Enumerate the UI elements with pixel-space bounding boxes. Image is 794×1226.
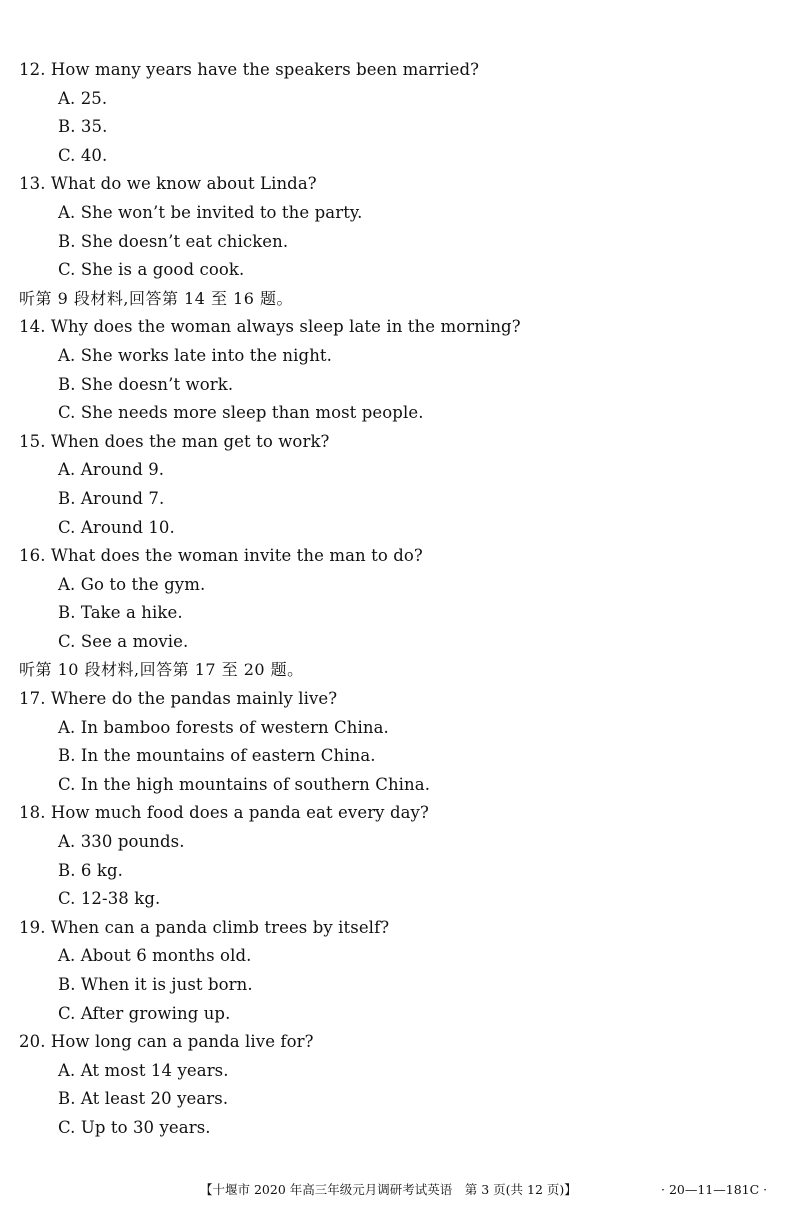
- question-stem: 19. When can a panda climb trees by itself?: [19, 917, 390, 937]
- answer-option: B. 35.: [58, 117, 108, 137]
- answer-option: A. About 6 months old.: [58, 946, 252, 966]
- answer-option: B. When it is just born.: [58, 975, 253, 994]
- answer-option: C. After growing up.: [58, 1003, 231, 1023]
- answer-option: B. 6 kg.: [58, 860, 123, 880]
- answer-option: C. She is a good cook.: [58, 260, 245, 280]
- question-stem: 12. How many years have the speakers been married?: [19, 60, 480, 79]
- answer-option: A. In bamboo forests of western China.: [58, 717, 389, 737]
- answer-option: A. At most 14 years.: [58, 1060, 229, 1080]
- question-stem: 16. What does the woman invite the man to do?: [19, 546, 423, 566]
- question-list: [19, 56, 779, 1143]
- footer-code: · 20—11—181C ·: [661, 1182, 768, 1197]
- answer-option: B. In the mountains of eastern China.: [58, 746, 376, 766]
- answer-option: C. Around 10.: [58, 517, 175, 537]
- answer-option: A. 330 pounds.: [58, 832, 185, 852]
- footer-page-info: 【十堰市 2020 年高三年级元月调研考试英语 第 3 页(共 12 页)】: [200, 1182, 577, 1197]
- section-instruction: 听第 9 段材料,回答第 14 至 16 题。: [19, 288, 294, 308]
- question-stem: 17. Where do the pandas mainly live?: [19, 689, 338, 709]
- answer-option: A. Around 9.: [58, 460, 165, 480]
- answer-option: A. Go to the gym.: [58, 574, 206, 594]
- section-instruction: 听第 10 段材料,回答第 17 至 20 题。: [19, 660, 304, 680]
- answer-option: B. Take a hike.: [58, 603, 183, 623]
- answer-option: C. In the high mountains of southern China.: [58, 774, 431, 794]
- answer-option: B. She doesn’t eat chicken.: [58, 231, 289, 251]
- question-stem: 18. How much food does a panda eat every day?: [19, 803, 429, 823]
- answer-option: A. She won’t be invited to the party.: [58, 202, 363, 222]
- answer-option: B. She doesn’t work.: [58, 374, 234, 394]
- question-stem: 15. When does the man get to work?: [19, 431, 330, 451]
- answer-option: C. 12-38 kg.: [58, 889, 161, 909]
- answer-option: A. 25.: [58, 88, 108, 108]
- answer-option: C. Up to 30 years.: [58, 1117, 211, 1137]
- answer-option: C. 40.: [58, 145, 108, 165]
- answer-option: A. She works late into the night.: [58, 345, 333, 365]
- page-footer: [0, 1179, 794, 1201]
- answer-option: C. See a movie.: [58, 631, 189, 651]
- question-stem: 13. What do we know about Linda?: [19, 174, 317, 194]
- answer-option: B. At least 20 years.: [58, 1089, 229, 1109]
- answer-option: B. Around 7.: [58, 488, 165, 508]
- question-stem: 20. How long can a panda live for?: [19, 1032, 314, 1052]
- question-stem: 14. Why does the woman always sleep late in the morning?: [19, 317, 521, 337]
- answer-option: C. She needs more sleep than most people.: [58, 403, 424, 423]
